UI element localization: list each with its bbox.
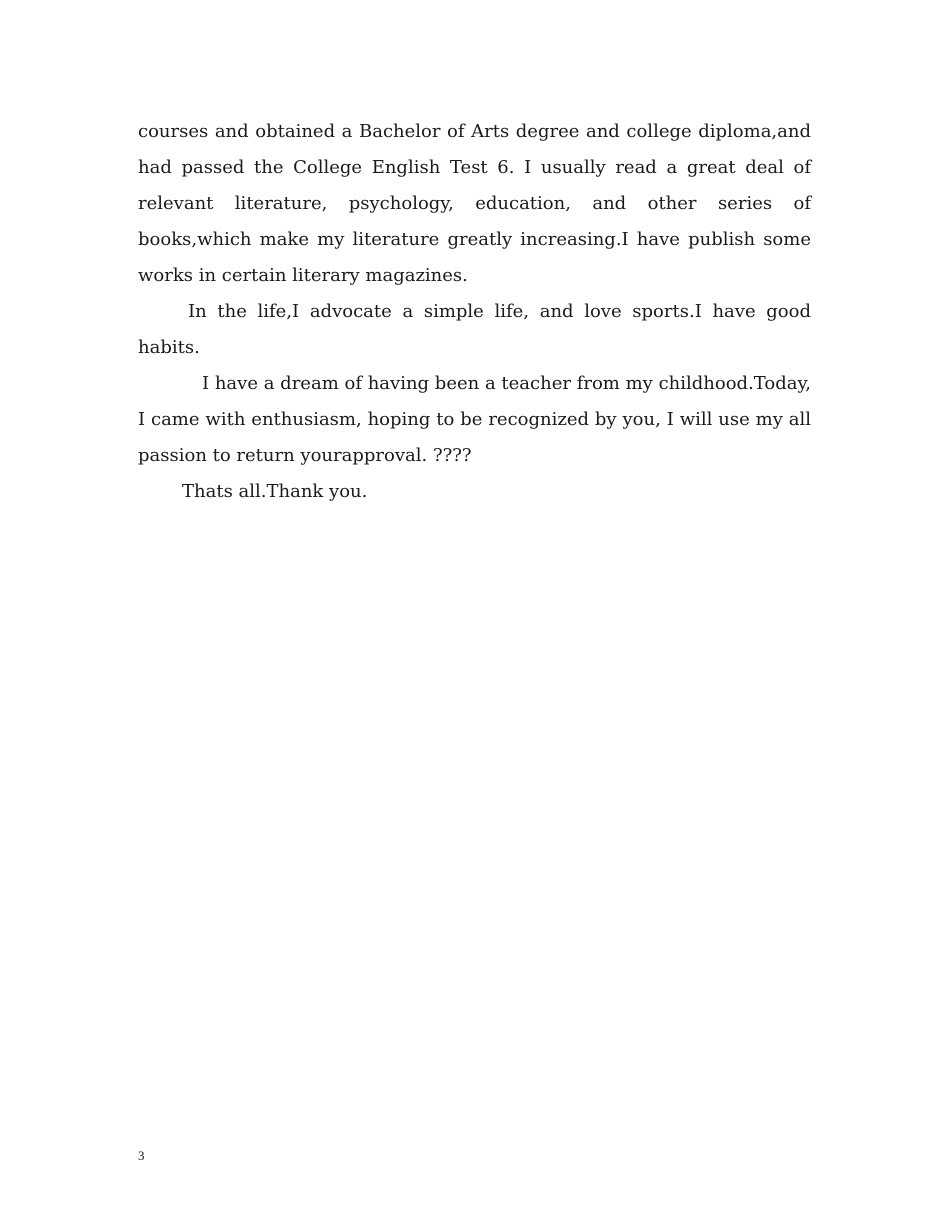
paragraph-closing: Thats all.Thank you. xyxy=(182,481,368,502)
document-body xyxy=(138,114,811,510)
page-number: 3 xyxy=(138,1148,145,1163)
paragraph-dream: I have a dream of having been a teacher from my childhood.Today, I came with enthusiasm, hoping to be recognized by you, I will use my all passion to return yourapproval. ???? xyxy=(138,373,811,466)
paragraph-education: courses and obtained a Bachelor of Arts degree and college diploma,and had passed the College English Test 6. I usually read a great deal of relevant literature, psychology, education, and other series of books,which make my literature greatly increasing.I have publish some works in certain literary magazines. xyxy=(138,121,811,286)
paragraph-life: In the life,I advocate a simple life, and love sports.I have good habits. xyxy=(138,301,811,358)
